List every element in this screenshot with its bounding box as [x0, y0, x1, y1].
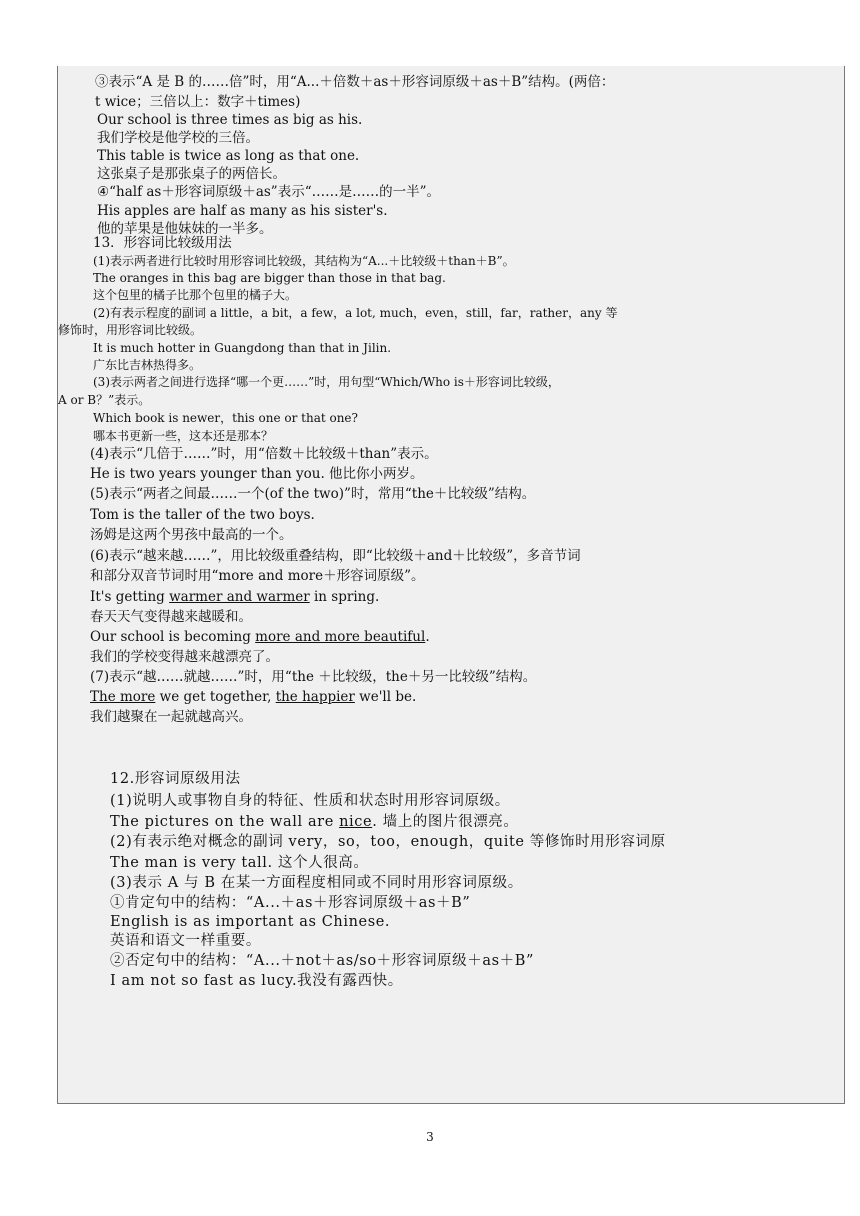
text-line: 春天天气变得越来越暖和。 — [90, 609, 252, 625]
text-line: ①肯定句中的结构：“A...＋as＋形容词原级＋as＋B” — [110, 895, 471, 911]
text-line: (7)表示“越……就越……”时，用“the ＋比较级，the＋另一比较级”结构。 — [90, 669, 537, 685]
text-line: 我们学校是他学校的三倍。 — [97, 130, 259, 146]
text-line: It's getting warmer and warmer in spring. — [90, 589, 380, 605]
text-line: The man is very tall. 这个人很高。 — [110, 855, 369, 871]
text-line: 这个包里的橘子比那个包里的橘子大。 — [93, 288, 298, 302]
text-line: The oranges in this bag are bigger than those in that bag. — [93, 271, 446, 285]
text-line: (2)有表示绝对概念的副词 very，so，too，enough，quite 等修饰时用形容词原 — [110, 834, 666, 850]
text-line: 汤姆是这两个男孩中最高的一个。 — [90, 527, 293, 543]
text-line: His apples are half as many as his sister's. — [97, 203, 388, 219]
text-line: He is two years younger than you. 他比你小两岁。 — [90, 466, 424, 482]
text-line: (4)表示“几倍于……”时，用“倍数＋比较级＋than”表示。 — [90, 446, 438, 462]
text-line: (3)表示 A 与 B 在某一方面程度相同或不同时用形容词原级。 — [110, 875, 523, 891]
text-line: Tom is the taller of the two boys. — [90, 507, 315, 523]
underlined-phrase: warmer and warmer — [169, 589, 310, 605]
text-line: ④“half as＋形容词原级＋as”表示“……是……的一半”。 — [97, 184, 441, 200]
text-line: 我们的学校变得越来越漂亮了。 — [90, 649, 279, 665]
text-line: ②否定句中的结构：“A...＋not＋as/so＋形容词原级＋as＋B” — [110, 953, 535, 969]
text-line: A or B？”表示。 — [58, 393, 151, 407]
underlined-phrase: The more — [90, 689, 156, 705]
text-line: 和部分双音节词时用“more and more＋形容词原级”。 — [90, 568, 425, 584]
text-line: This table is twice as long as that one. — [97, 148, 360, 164]
text-line: 我们越聚在一起就越高兴。 — [90, 709, 252, 725]
text-line: English is as important as Chinese. — [110, 914, 391, 930]
text-line: (5)表示“两者之间最……一个(of the two)”时，常用“the＋比较级”结构。 — [90, 486, 536, 502]
text-line: 英语和语文一样重要。 — [110, 933, 261, 949]
section-heading: 12.形容词原级用法 — [110, 771, 241, 787]
underlined-word: nice — [339, 814, 373, 830]
text-line: 他的苹果是他妹妹的一半多。 — [97, 221, 273, 237]
text-line: t wice；三倍以上：数字＋times) — [95, 94, 301, 110]
text-line: Our school is becoming more and more beautiful. — [90, 629, 430, 645]
text-line: It is much hotter in Guangdong than that in Jilin. — [93, 341, 392, 355]
text-line: (1)表示两者进行比较时用形容词比较级，其结构为“A...＋比较级＋than＋B”。 — [93, 254, 515, 268]
text-line: (6)表示“越来越……”，用比较级重叠结构，即“比较级＋and＋比较级”，多音节词 — [90, 548, 581, 564]
text-line: I am not so fast as lucy.我没有露西快。 — [110, 973, 403, 989]
text-line: 广东比吉林热得多。 — [93, 358, 202, 372]
text-line: 这张桌子是那张桌子的两倍长。 — [97, 166, 286, 182]
text-line: Which book is newer，this one or that one? — [93, 411, 358, 425]
text-line: The pictures on the wall are nice. 墙上的图片很漂亮。 — [110, 814, 519, 830]
text-line: ③表示“A 是 B 的……倍”时，用“A...＋倍数＋as＋形容词原级＋as＋B”结构。(两倍： — [95, 74, 615, 90]
underlined-phrase: the happier — [275, 689, 355, 705]
text-line: (2)有表示程度的副词 a little，a bit，a few，a lot, much，even，still，far，rather，any 等 — [93, 306, 618, 320]
text-line: The more we get together, the happier we'll be. — [90, 689, 417, 705]
text-line: 修饰时，用形容词比较级。 — [58, 323, 203, 337]
page-number: 3 — [426, 1130, 434, 1144]
section-heading: 13．形容词比较级用法 — [93, 235, 232, 251]
text-line: Our school is three times as big as his. — [97, 112, 363, 128]
underlined-phrase: more and more beautiful — [255, 629, 426, 645]
text-line: (1)说明人或事物自身的特征、性质和状态时用形容词原级。 — [110, 793, 510, 809]
text-line: 哪本书更新一些，这本还是那本？ — [93, 429, 274, 443]
text-line: (3)表示两者之间进行选择“哪一个更……”时，用句型“Which/Who is＋形容词比较级， — [93, 375, 560, 389]
